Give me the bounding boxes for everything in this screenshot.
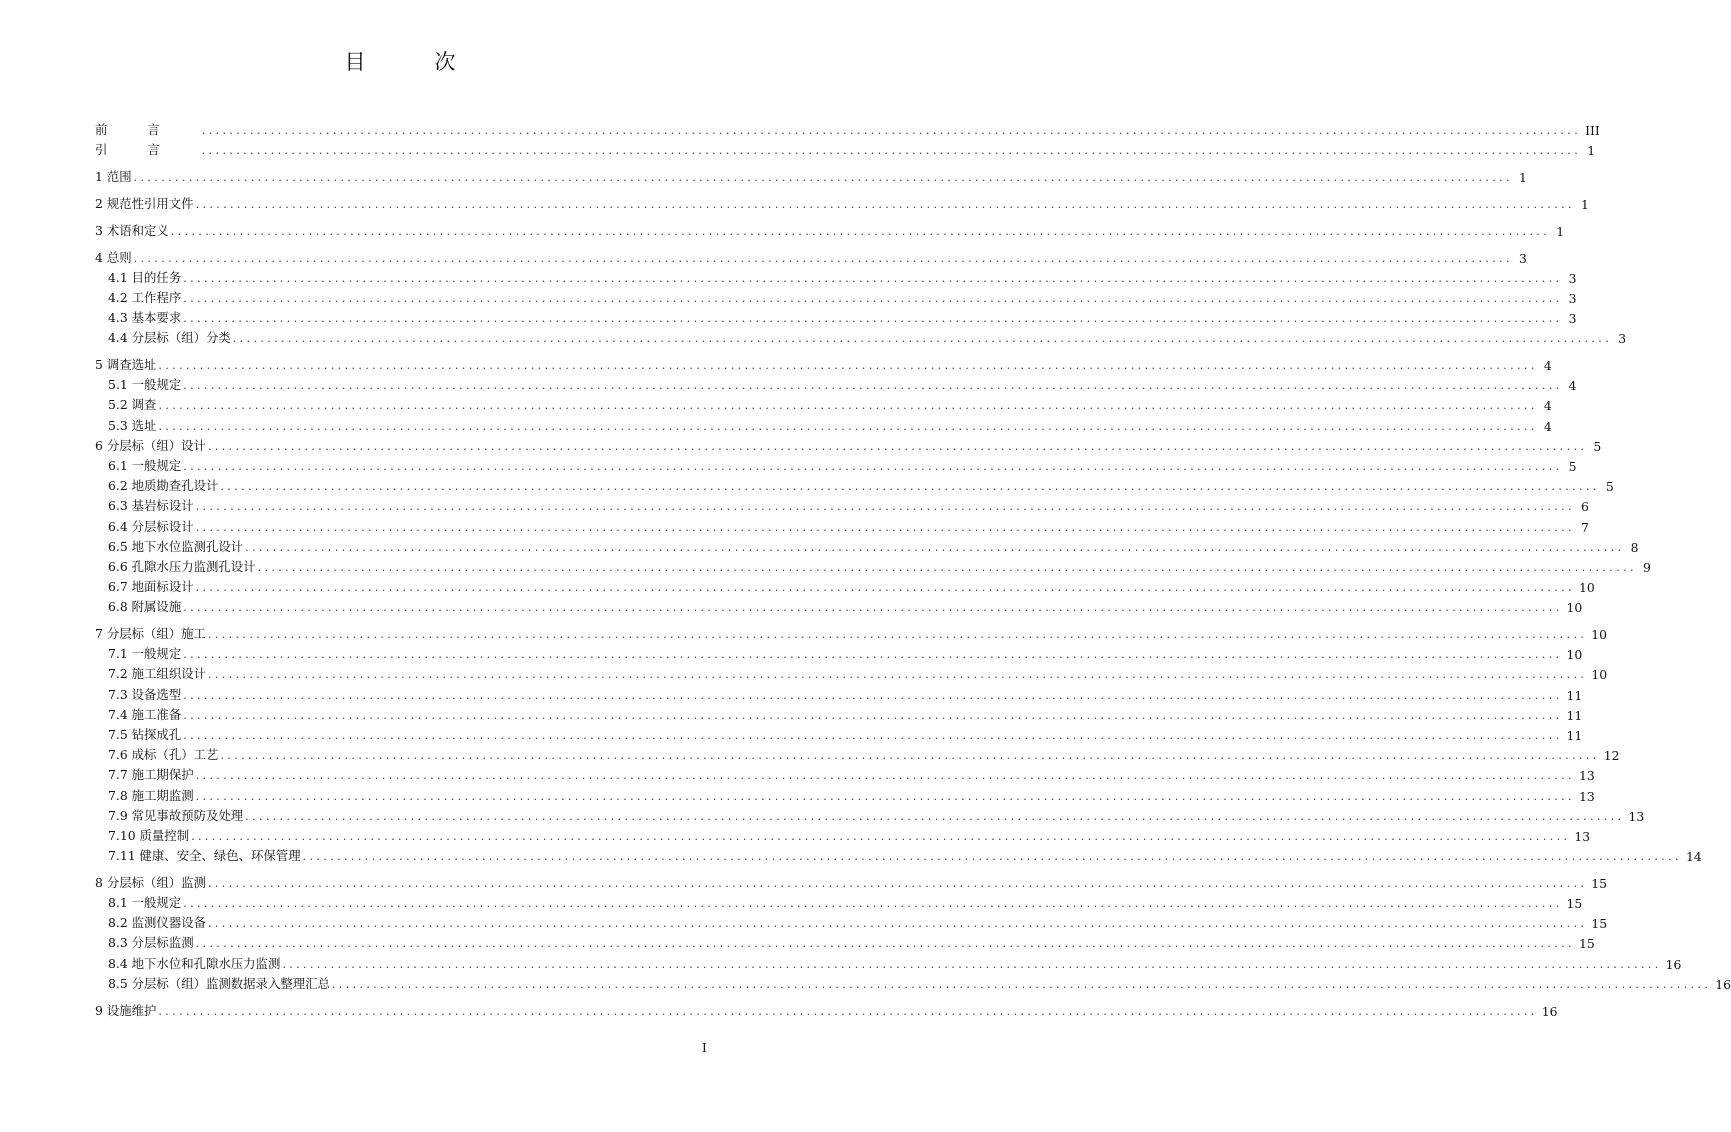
toc-entry[interactable] <box>95 682 1583 703</box>
toc-entry[interactable] <box>95 494 1589 515</box>
toc-entry[interactable] <box>95 998 1558 1019</box>
toc-entry[interactable] <box>95 911 1608 932</box>
toc-entry[interactable] <box>95 555 1651 575</box>
toc-entry[interactable] <box>95 434 1602 454</box>
toc-entry-page: 11 <box>1566 687 1583 703</box>
toc-entry-label: 6.1 一般规定 <box>108 457 182 473</box>
toc-leader-dots: ........................................................................................................................................................................................................ <box>191 829 1571 843</box>
toc-leader-dots: ........................................................................................................................................................................................................ <box>207 439 1588 453</box>
toc-entry-page: 10 <box>1566 600 1583 616</box>
toc-leader-dots: ........................................................................................................................................................................................................ <box>207 628 1588 642</box>
toc-entry[interactable] <box>95 454 1577 474</box>
toc-leader-dots: ........................................................................................................................................................................................................ <box>220 749 1600 763</box>
toc-entry-label: 8.1 一般规定 <box>108 895 182 911</box>
toc-leader-dots: ........................................................................................................................................................................................................ <box>195 197 1575 211</box>
toc-entry[interactable] <box>95 286 1577 306</box>
toc-leader-dots: ........................................................................................................................................................................................................ <box>133 251 1513 265</box>
toc-entry-page: 15 <box>1578 936 1595 952</box>
toc-entry-page: 3 <box>1519 250 1527 266</box>
toc-entry[interactable] <box>95 353 1552 374</box>
toc-entry-page: 5 <box>1605 479 1614 495</box>
toc-entry-page: 9 <box>1643 559 1651 575</box>
toc-entry-label: 5.1 一般规定 <box>108 377 182 393</box>
toc-entry-label: 4.4 分层标（组）分类 <box>108 330 231 346</box>
toc-entry-page: 15 <box>1566 896 1583 912</box>
toc-entry[interactable] <box>95 192 1589 212</box>
toc-entry-page: 5 <box>1568 458 1577 474</box>
toc-entry[interactable] <box>95 514 1589 535</box>
toc-entry-page: 1 <box>1556 223 1565 239</box>
toc-entry-label: 2 规范性引用文件 <box>95 195 194 211</box>
toc-leader-dots: ........................................................................................................................................................................................................ <box>195 937 1575 951</box>
toc-entry[interactable] <box>95 575 1595 596</box>
toc-entry-page: 16 <box>1665 956 1682 972</box>
toc-leader-dots: ........................................................................................................................................................................................................ <box>183 379 1563 393</box>
toc-leader-dots: ........................................................................................................................................................................................................ <box>201 144 1582 158</box>
toc-entry-page: 8 <box>1630 539 1639 555</box>
toc-leader-dots: ........................................................................................................................................................................................................ <box>245 540 1625 554</box>
toc-entry-label: 6.7 地面标设计 <box>108 579 194 595</box>
toc-entry-page: 3 <box>1618 331 1627 347</box>
toc-entry[interactable] <box>95 743 1620 764</box>
toc-entry-label: 6.2 地质勘查孔设计 <box>108 478 219 494</box>
toc-entry-label: 8 分层标（组）监测 <box>95 874 206 890</box>
toc-entry-page: 6 <box>1581 499 1589 515</box>
toc-entry-page: 4 <box>1543 398 1552 414</box>
toc-entry-label: 8.2 监测仪器设备 <box>108 915 206 931</box>
toc-leader-dots: ........................................................................................................................................................................................................ <box>195 769 1575 783</box>
toc-leader-dots: ........................................................................................................................................................................................................ <box>257 560 1637 574</box>
toc-entry-label: 1 范围 <box>95 169 132 185</box>
toc-leader-dots: ........................................................................................................................................................................................................ <box>201 124 1582 138</box>
toc-entry[interactable] <box>95 972 1731 992</box>
toc-leader-dots: ........................................................................................................................................................................................................ <box>183 708 1563 722</box>
toc-entry-page: III <box>1585 123 1600 139</box>
toc-entry[interactable] <box>95 535 1639 555</box>
toc-leader-dots: ........................................................................................................................................................................................................ <box>195 500 1575 514</box>
toc-entry[interactable] <box>95 306 1577 327</box>
toc-entry[interactable] <box>95 951 1682 972</box>
toc-leader-dots: ........................................................................................................................................................................................................ <box>302 850 1682 864</box>
toc-leader-dots: ........................................................................................................................................................................................................ <box>282 957 1662 971</box>
toc-entry-label: 4.2 工作程序 <box>108 289 182 305</box>
toc-entry-label: 7.2 施工组织设计 <box>108 666 206 682</box>
toc-leader-dots: ........................................................................................................................................................................................................ <box>133 171 1513 185</box>
toc-entry-page: 10 <box>1566 647 1583 663</box>
toc-leader-dots: ........................................................................................................................................................................................................ <box>207 876 1588 890</box>
toc-entry-label: 5.2 调查 <box>108 397 157 413</box>
toc-entry-label: 8.4 地下水位和孔隙水压力监测 <box>108 955 281 971</box>
toc-entry-label: 5 调查选址 <box>95 357 157 373</box>
toc-entry-label: 6.6 孔隙水压力监测孔设计 <box>108 558 256 574</box>
toc-entry-page: 16 <box>1715 976 1731 992</box>
toc-entry[interactable] <box>95 413 1552 434</box>
toc-entry-label: 7.4 施工准备 <box>108 706 182 722</box>
toc-entry-label: 7.1 一般规定 <box>108 646 182 662</box>
toc-leader-dots: ........................................................................................................................................................................................................ <box>232 332 1613 346</box>
toc-leader-dots: ........................................................................................................................................................................................................ <box>195 581 1575 595</box>
toc-leader-dots: ........................................................................................................................................................................................................ <box>158 419 1538 433</box>
toc-entry[interactable] <box>95 844 1702 865</box>
toc-entry-label: 6.5 地下水位监测孔设计 <box>108 538 244 554</box>
toc-entry[interactable] <box>95 662 1608 683</box>
toc-entry[interactable] <box>95 931 1595 952</box>
toc-entry-label: 4.3 基本要求 <box>108 310 182 326</box>
toc-leader-dots: ........................................................................................................................................................................................................ <box>208 917 1588 931</box>
toc-entry-page: 13 <box>1578 788 1595 804</box>
toc-entry-page: 1 <box>1519 170 1527 186</box>
toc-entry-page: 3 <box>1568 311 1577 327</box>
toc-entry-page: 1 <box>1587 143 1596 159</box>
toc-entry[interactable] <box>95 373 1577 394</box>
toc-entry[interactable] <box>95 595 1583 616</box>
toc-entry-label: 4 总则 <box>95 249 132 265</box>
toc-entry-label: 6.3 基岩标设计 <box>108 498 194 514</box>
toc-entry[interactable] <box>95 642 1583 663</box>
toc-entry-page: 7 <box>1581 519 1589 535</box>
toc-entry-label: 8.3 分层标监测 <box>108 935 194 951</box>
toc-entry-page: 5 <box>1593 438 1602 454</box>
toc-leader-dots: ........................................................................................................................................................................................................ <box>158 359 1538 373</box>
toc-entry-label: 7.10 质量控制 <box>108 827 190 843</box>
toc-entry-label: 7.11 健康、安全、绿色、环保管理 <box>108 848 301 864</box>
toc-entry-page: 14 <box>1685 849 1702 865</box>
toc-entry-label: 7.9 常见事故预防及处理 <box>108 807 244 823</box>
toc-entry-label: 3 术语和定义 <box>95 222 169 238</box>
toc-entry[interactable] <box>95 804 1645 824</box>
toc-entry-page: 13 <box>1578 768 1595 784</box>
toc-entry[interactable] <box>95 326 1627 347</box>
toc-entry-page: 13 <box>1574 828 1591 844</box>
toc-leader-dots: ........................................................................................................................................................................................................ <box>245 809 1625 823</box>
toc-entry-label: 引言 <box>95 142 200 158</box>
toc-entry[interactable] <box>95 219 1565 239</box>
toc-entry-page: 15 <box>1591 875 1608 891</box>
toc-entry[interactable] <box>95 165 1527 186</box>
toc-entry-page: 11 <box>1566 728 1583 743</box>
toc-leader-dots: ........................................................................................................................................................................................................ <box>195 789 1575 803</box>
toc-entry[interactable] <box>95 783 1595 804</box>
toc-entry-label: 5.3 选址 <box>108 417 157 433</box>
footer-page-number: I <box>702 1041 707 1055</box>
toc-entry-label: 7.8 施工期监测 <box>108 787 194 803</box>
toc-entry-page: 4 <box>1543 418 1552 434</box>
toc-entry[interactable] <box>95 245 1527 266</box>
toc-entry-label: 7 分层标（组）施工 <box>95 626 206 642</box>
toc-entry-label: 7.5 钻探成孔 <box>108 727 182 742</box>
toc-entry-page: 1 <box>1581 196 1589 212</box>
toc-entry[interactable] <box>95 393 1552 414</box>
toc-leader-dots: ........................................................................................................................................................................................................ <box>183 459 1563 473</box>
toc-leader-dots: ........................................................................................................................................................................................................ <box>183 271 1563 285</box>
toc-leader-dots: ........................................................................................................................................................................................................ <box>183 897 1563 911</box>
toc-entry-page: 15 <box>1591 916 1608 932</box>
toc-entry-label: 7.3 设备选型 <box>108 686 182 702</box>
toc-leader-dots: ........................................................................................................................................................................................................ <box>331 977 1712 991</box>
toc-entry-page: 16 <box>1541 1003 1558 1019</box>
toc-leader-dots: ........................................................................................................................................................................................................ <box>170 224 1551 238</box>
toc-entry-page: 4 <box>1568 378 1577 394</box>
toc-leader-dots: ........................................................................................................................................................................................................ <box>183 648 1563 662</box>
toc-leader-dots: ........................................................................................................................................................................................................ <box>183 729 1563 742</box>
toc-entry-label: 前言 <box>95 122 200 138</box>
toc-entry-label: 4.1 目的任务 <box>108 269 182 285</box>
toc-leader-dots: ........................................................................................................................................................................................................ <box>183 312 1563 326</box>
toc-entry-label: 6 分层标（组）设计 <box>95 437 206 453</box>
toc-entry-label: 6.4 分层标设计 <box>108 518 194 534</box>
toc-leader-dots: ........................................................................................................................................................................................................ <box>195 520 1575 534</box>
toc-entry[interactable] <box>95 266 1577 286</box>
toc-entry[interactable] <box>95 118 1600 139</box>
toc-entry[interactable] <box>95 871 1608 891</box>
toc-leader-dots: ........................................................................................................................................................................................................ <box>158 399 1538 413</box>
toc-entry[interactable] <box>95 138 1596 159</box>
toc-entry-page: 10 <box>1591 667 1608 683</box>
table-of-contents <box>95 118 1731 1019</box>
toc-entry[interactable] <box>95 622 1608 643</box>
toc-leader-dots: ........................................................................................................................................................................................................ <box>183 291 1563 305</box>
toc-entry[interactable] <box>95 824 1591 844</box>
toc-entry-page: 13 <box>1628 808 1645 824</box>
toc-entry-page: 12 <box>1603 748 1620 764</box>
toc-entry-label: 8.5 分层标（组）监测数据录入整理汇总 <box>108 975 330 991</box>
toc-entry[interactable] <box>95 891 1583 912</box>
toc-entry-page: 3 <box>1568 290 1577 306</box>
toc-leader-dots: ........................................................................................................................................................................................................ <box>220 480 1600 494</box>
toc-entry-page: 10 <box>1578 580 1595 596</box>
toc-leader-dots: ........................................................................................................................................................................................................ <box>208 668 1588 682</box>
toc-entry-label: 7.7 施工期保护 <box>108 767 194 783</box>
toc-entry-page: 10 <box>1591 627 1608 643</box>
toc-entry-label: 6.8 附属设施 <box>108 599 182 615</box>
toc-entry-page: 11 <box>1566 707 1583 723</box>
toc-leader-dots: ........................................................................................................................................................................................................ <box>183 601 1563 615</box>
toc-entry-page: 4 <box>1543 358 1552 374</box>
toc-entry[interactable] <box>95 763 1595 784</box>
toc-entry-page: 3 <box>1568 270 1577 286</box>
toc-entry[interactable] <box>95 723 1583 743</box>
toc-entry-label: 9 设施维护 <box>95 1002 157 1018</box>
toc-entry[interactable] <box>95 474 1614 495</box>
toc-title: 目 次 <box>344 50 480 74</box>
toc-entry[interactable] <box>95 703 1583 723</box>
toc-leader-dots: ........................................................................................................................................................................................................ <box>183 688 1563 702</box>
toc-leader-dots: ........................................................................................................................................................................................................ <box>158 1004 1538 1018</box>
toc-entry-label: 7.6 成标（孔）工艺 <box>108 747 219 763</box>
